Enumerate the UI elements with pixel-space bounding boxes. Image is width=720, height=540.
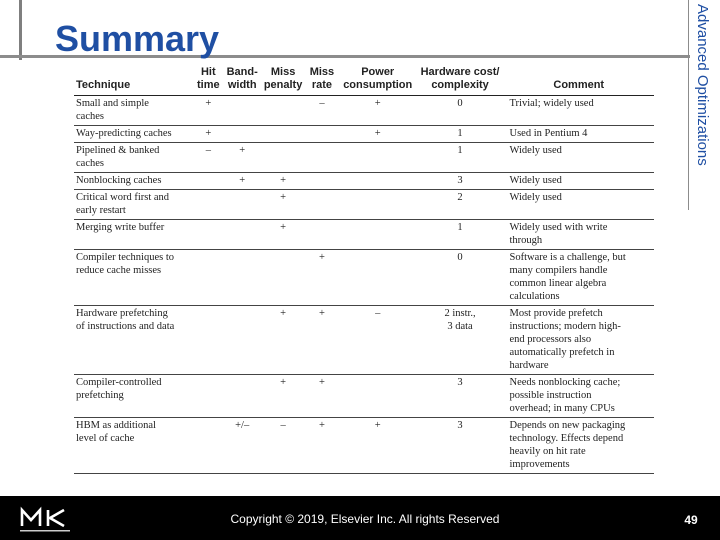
side-divider-line bbox=[688, 0, 689, 210]
header-bandwidth: Band- width bbox=[223, 64, 261, 96]
cell-bandwidth bbox=[223, 220, 261, 250]
cell-power bbox=[339, 173, 417, 190]
cell-technique: Compiler techniques to reduce cache misses bbox=[74, 250, 193, 306]
cell-miss-penalty: + bbox=[261, 306, 305, 375]
table-row bbox=[74, 143, 654, 173]
cell-hit-time: + bbox=[193, 126, 223, 143]
cell-comment: Widely used bbox=[504, 143, 655, 173]
table-row bbox=[74, 190, 654, 220]
header-power: Power consumption bbox=[339, 64, 417, 96]
table-row bbox=[74, 375, 654, 418]
cell-miss-penalty: + bbox=[261, 173, 305, 190]
cell-power: + bbox=[339, 418, 417, 474]
cell-miss-rate: + bbox=[305, 375, 339, 418]
cell-miss-penalty bbox=[261, 96, 305, 126]
mk-publisher-logo-icon bbox=[18, 504, 74, 536]
cell-miss-rate: + bbox=[305, 418, 339, 474]
table-row bbox=[74, 418, 654, 474]
cell-technique: Pipelined & banked caches bbox=[74, 143, 193, 173]
cell-hit-time bbox=[193, 375, 223, 418]
header-miss-rate: Miss rate bbox=[305, 64, 339, 96]
cell-technique: Merging write buffer bbox=[74, 220, 193, 250]
cell-comment: Used in Pentium 4 bbox=[504, 126, 655, 143]
cell-miss-rate: – bbox=[305, 96, 339, 126]
cell-technique: Hardware prefetching of instructions and data bbox=[74, 306, 193, 375]
cell-bandwidth: + bbox=[223, 173, 261, 190]
cell-comment: Trivial; widely used bbox=[504, 96, 655, 126]
cell-bandwidth bbox=[223, 250, 261, 306]
cell-comment: Most provide prefetch instructions; modern high- end processors also automatically prefetch in hardware bbox=[504, 306, 655, 375]
header-miss-penalty: Miss penalty bbox=[261, 64, 305, 96]
table-header-row bbox=[74, 64, 654, 96]
header-hw-cost: Hardware cost/ complexity bbox=[417, 64, 504, 96]
title-accent-vertical-bar bbox=[19, 0, 22, 60]
cell-technique: Compiler-controlled prefetching bbox=[74, 375, 193, 418]
cell-hit-time bbox=[193, 418, 223, 474]
cell-hit-time bbox=[193, 250, 223, 306]
table-row bbox=[74, 306, 654, 375]
cell-hit-time bbox=[193, 190, 223, 220]
cell-power: – bbox=[339, 306, 417, 375]
cell-miss-penalty: + bbox=[261, 220, 305, 250]
cell-hw-cost: 3 bbox=[417, 173, 504, 190]
cell-hw-cost: 3 bbox=[417, 375, 504, 418]
cell-miss-penalty bbox=[261, 126, 305, 143]
cell-bandwidth bbox=[223, 126, 261, 143]
cell-bandwidth bbox=[223, 190, 261, 220]
cell-technique: Nonblocking caches bbox=[74, 173, 193, 190]
cell-miss-rate bbox=[305, 220, 339, 250]
cell-comment: Widely used with write through bbox=[504, 220, 655, 250]
cell-technique: HBM as additional level of cache bbox=[74, 418, 193, 474]
cell-miss-rate bbox=[305, 126, 339, 143]
cell-hw-cost: 1 bbox=[417, 126, 504, 143]
table-row bbox=[74, 126, 654, 143]
table-row bbox=[74, 220, 654, 250]
table-row bbox=[74, 250, 654, 306]
cell-technique: Critical word first and early restart bbox=[74, 190, 193, 220]
header-technique: Technique bbox=[74, 64, 193, 96]
cell-power bbox=[339, 190, 417, 220]
cell-bandwidth bbox=[223, 375, 261, 418]
cell-hw-cost: 3 bbox=[417, 418, 504, 474]
cell-miss-rate bbox=[305, 173, 339, 190]
cell-power: + bbox=[339, 96, 417, 126]
section-side-label bbox=[694, 4, 718, 204]
cell-hit-time: + bbox=[193, 96, 223, 126]
section-side-label-text: Advanced Optimizations bbox=[694, 4, 711, 166]
cell-power bbox=[339, 375, 417, 418]
cell-miss-penalty: – bbox=[261, 418, 305, 474]
cell-hw-cost: 0 bbox=[417, 250, 504, 306]
cell-hit-time: – bbox=[193, 143, 223, 173]
cell-miss-penalty: + bbox=[261, 375, 305, 418]
cell-comment: Needs nonblocking cache; possible instruction overhead; in many CPUs bbox=[504, 375, 655, 418]
table-row bbox=[74, 173, 654, 190]
cell-power bbox=[339, 250, 417, 306]
cell-miss-penalty bbox=[261, 143, 305, 173]
cell-miss-rate: + bbox=[305, 250, 339, 306]
cell-technique: Small and simple caches bbox=[74, 96, 193, 126]
cell-miss-rate bbox=[305, 143, 339, 173]
cell-hw-cost: 2 bbox=[417, 190, 504, 220]
cell-bandwidth: + bbox=[223, 143, 261, 173]
cell-comment: Widely used bbox=[504, 190, 655, 220]
cell-hit-time bbox=[193, 173, 223, 190]
cell-hw-cost: 1 bbox=[417, 220, 504, 250]
cell-comment: Depends on new packaging technology. Effects depend heavily on hit rate improvements bbox=[504, 418, 655, 474]
cell-comment: Software is a challenge, but many compilers handle common linear algebra calculations bbox=[504, 250, 655, 306]
cell-power bbox=[339, 143, 417, 173]
cell-hw-cost: 0 bbox=[417, 96, 504, 126]
cell-miss-rate bbox=[305, 190, 339, 220]
header-hit-time: Hit time bbox=[193, 64, 223, 96]
cell-bandwidth bbox=[223, 306, 261, 375]
cell-hw-cost: 1 bbox=[417, 143, 504, 173]
optimization-summary-table bbox=[74, 64, 654, 474]
cell-bandwidth bbox=[223, 96, 261, 126]
cell-miss-penalty bbox=[261, 250, 305, 306]
cell-power bbox=[339, 220, 417, 250]
copyright-notice: Copyright © 2019, Elsevier Inc. All rights Reserved bbox=[230, 512, 500, 526]
cell-technique: Way-predicting caches bbox=[74, 126, 193, 143]
cell-hit-time bbox=[193, 220, 223, 250]
cell-miss-penalty: + bbox=[261, 190, 305, 220]
cell-miss-rate: + bbox=[305, 306, 339, 375]
header-comment: Comment bbox=[504, 64, 655, 96]
cell-power: + bbox=[339, 126, 417, 143]
cell-comment: Widely used bbox=[504, 173, 655, 190]
cell-hit-time bbox=[193, 306, 223, 375]
cell-bandwidth: +/– bbox=[223, 418, 261, 474]
page-number: 49 bbox=[684, 513, 698, 527]
cell-hw-cost: 2 instr., 3 data bbox=[417, 306, 504, 375]
slide-title: Summary bbox=[55, 18, 220, 59]
table-row bbox=[74, 96, 654, 126]
